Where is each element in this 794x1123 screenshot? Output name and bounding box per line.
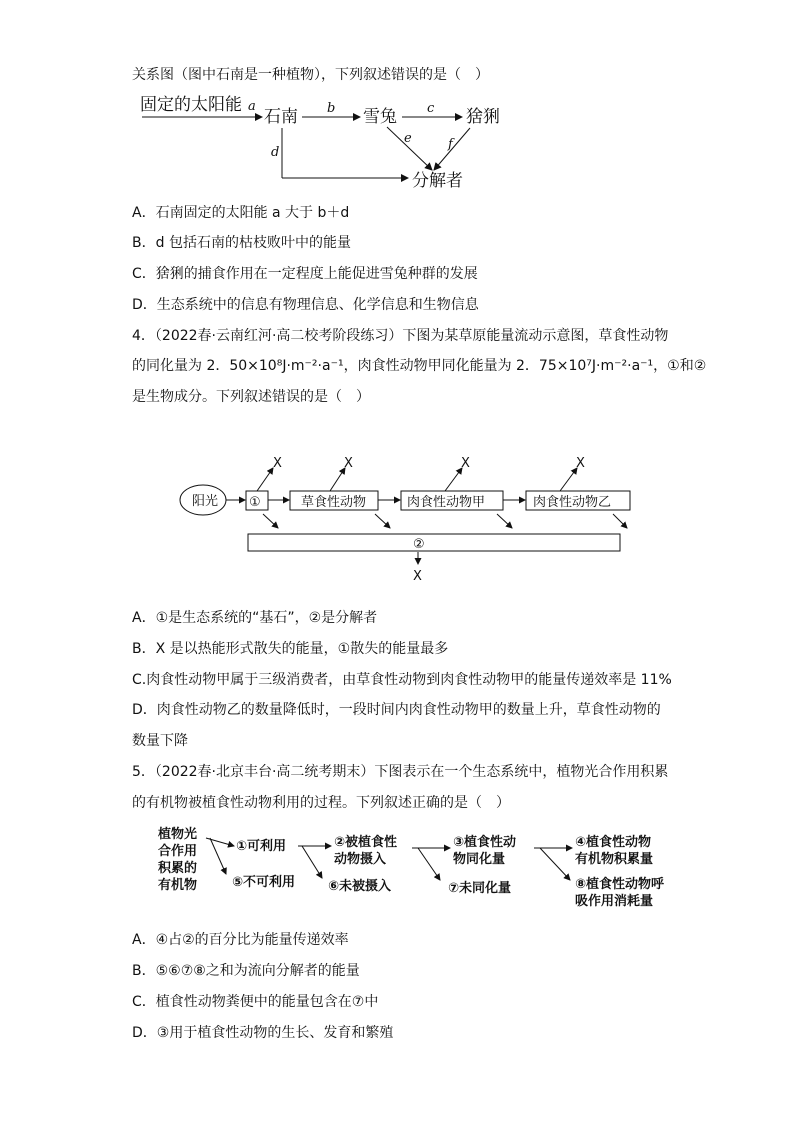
q3-stem-tail: 关系图（图中石南是一种植物），下列叙述错误的是（ ） bbox=[132, 67, 489, 83]
q5-node-5: ⑤不可利用 bbox=[232, 875, 296, 890]
q3-label-f: f bbox=[448, 137, 453, 152]
q5-node-6: ⑥未被摄入 bbox=[328, 879, 392, 894]
q4-heat-x-2: X bbox=[344, 456, 353, 471]
q3-label-a: a bbox=[248, 99, 256, 114]
q5-stem-line-2: 的有机物被植食性动物利用的过程。下列叙述正确的是（ ） bbox=[132, 795, 510, 811]
q3-node-sheli: 猞猁 bbox=[466, 107, 500, 127]
q4-heat-x-3: X bbox=[461, 456, 470, 471]
q3-option-d: D．生态系统中的信息有物理信息、化学信息和生物信息 bbox=[132, 297, 479, 313]
q4-heat-x-1: X bbox=[273, 456, 282, 471]
q4-energy-flow-diagram bbox=[175, 452, 635, 584]
q5-option-a: A．④占②的百分比为能量传递效率 bbox=[132, 932, 349, 948]
q5-root-line-4: 有机物 bbox=[158, 878, 198, 893]
q3-option-c: C．猞猁的捕食作用在一定程度上能促进雪兔种群的发展 bbox=[132, 266, 478, 282]
q5-root-line-1: 植物光 bbox=[158, 827, 198, 842]
q5-node-8-line-2: 吸作用消耗量 bbox=[575, 894, 654, 909]
q5-node-4-line-2: 有机物积累量 bbox=[575, 852, 654, 867]
q4-option-d-line-2: 数量下降 bbox=[132, 733, 188, 749]
q4-stem-line-2: 的同化量为 2．50×10⁸J·m⁻²·a⁻¹，肉食性动物甲同化能量为 2．75×10⁷J·m⁻²·a⁻¹，①和② bbox=[132, 358, 707, 374]
q4-sunlight: 阳光 bbox=[192, 494, 219, 509]
q5-node-2-line-1: ②被植食性 bbox=[334, 835, 398, 850]
q4-decomposer-box: ② bbox=[413, 537, 425, 552]
q5-node-2-line-2: 动物摄入 bbox=[334, 852, 387, 867]
q4-stem-line-3: 是生物成分。下列叙述错误的是（ ） bbox=[132, 389, 370, 405]
q3-node-decomposer: 分解者 bbox=[412, 171, 463, 191]
q4-stem-line-1: 4．（2022春·云南红河·高二校考阶段练习）下图为某草原能量流动示意图，草食性动物 bbox=[132, 328, 669, 344]
q5-option-b: B．⑤⑥⑦⑧之和为流向分解者的能量 bbox=[132, 963, 360, 979]
q3-label-b: b bbox=[327, 101, 336, 116]
q3-label-e: e bbox=[404, 131, 412, 146]
q3-label-c: c bbox=[427, 101, 435, 116]
q4-carnivore-a-box: 肉食性动物甲 bbox=[407, 495, 486, 510]
q4-option-b: B．X 是以热能形式散失的能量，①散失的能量最多 bbox=[132, 641, 449, 657]
q4-heat-x-bottom: X bbox=[413, 569, 422, 584]
q5-stem-line-1: 5．（2022春·北京丰台·高二统考期末）下图表示在一个生态系统中，植物光合作用积累 bbox=[132, 764, 669, 780]
q3-node-xuetu: 雪兔 bbox=[363, 107, 397, 127]
q3-source-label: 固定的太阳能 bbox=[140, 95, 242, 115]
q4-heat-x-4: X bbox=[576, 456, 585, 471]
q5-node-7: ⑦未同化量 bbox=[448, 881, 512, 896]
q5-node-4-line-1: ④植食性动物 bbox=[575, 835, 652, 850]
q3-energy-diagram bbox=[130, 90, 520, 195]
q4-option-a: A．①是生态系统的“基石”，②是分解者 bbox=[132, 610, 378, 626]
q4-producer-box: ① bbox=[249, 495, 261, 510]
q5-node-3-line-2: 物同化量 bbox=[453, 852, 506, 867]
q4-option-d-line-1: D．肉食性动物乙的数量降低时，一段时间内肉食性动物甲的数量上升，草食性动物的 bbox=[132, 702, 661, 718]
q3-node-shinan: 石南 bbox=[264, 107, 298, 127]
q5-utilization-diagram bbox=[150, 822, 690, 917]
q5-node-1: ①可利用 bbox=[236, 839, 287, 854]
q5-root-line-2: 合作用 bbox=[158, 844, 198, 859]
q3-label-d: d bbox=[271, 145, 280, 160]
q5-node-3-line-1: ③植食性动 bbox=[453, 835, 517, 850]
q5-root-line-3: 积累的 bbox=[158, 861, 198, 876]
q4-option-c: C.肉食性动物甲属于三级消费者，由草食性动物到肉食性动物甲的能量传递效率是 11% bbox=[132, 672, 672, 688]
q5-option-c: C．植食性动物粪便中的能量包含在⑦中 bbox=[132, 994, 379, 1010]
q4-herbivore-box: 草食性动物 bbox=[301, 495, 367, 510]
q3-option-b: B．d 包括石南的枯枝败叶中的能量 bbox=[132, 235, 351, 251]
q3-option-a: A．石南固定的太阳能 a 大于 b＋d bbox=[132, 205, 350, 221]
q4-carnivore-b-box: 肉食性动物乙 bbox=[533, 495, 612, 510]
q5-option-d: D．③用于植食性动物的生长、发育和繁殖 bbox=[132, 1025, 394, 1041]
q5-node-8-line-1: ⑧植食性动物呼 bbox=[575, 877, 665, 892]
